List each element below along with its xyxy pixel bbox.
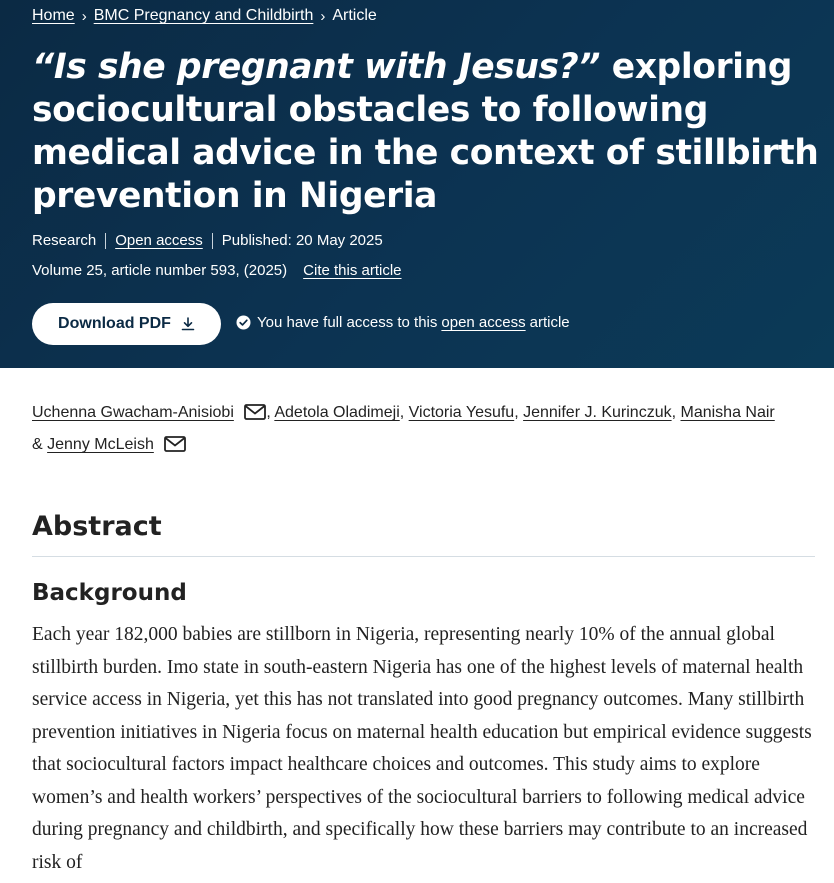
author-link[interactable]: Victoria Yesufu	[408, 404, 515, 421]
meta-divider	[212, 233, 213, 249]
article-header	[0, 0, 834, 368]
published-date: Published: 20 May 2025	[221, 232, 383, 249]
open-access-link[interactable]: Open access	[115, 232, 203, 249]
breadcrumb-separator: ›	[81, 7, 87, 25]
access-text-suffix: article	[529, 314, 570, 331]
breadcrumb-home-link[interactable]: Home	[32, 7, 75, 24]
author-list: Uchenna Gwacham-Anisiobi , Adetola Oladimeji, Victoria Yesufu, Jennifer J. Kurinczuk, Manisha Nair & Jenny McLeish	[32, 404, 775, 453]
author-link[interactable]: Jennifer J. Kurinczuk	[523, 404, 672, 421]
access-text-prefix: You have full access to this	[257, 314, 438, 331]
cite-article-link[interactable]: Cite this article	[303, 262, 402, 279]
access-open-access-link[interactable]: open access	[441, 314, 526, 331]
download-pdf-label: Download PDF	[58, 315, 171, 332]
breadcrumb-journal-link[interactable]: BMC Pregnancy and Childbirth	[93, 7, 314, 24]
article-type: Research	[32, 232, 97, 249]
article-meta	[32, 232, 383, 249]
article-title	[32, 46, 822, 218]
article-title-quote: “Is she pregnant with Jesus?”	[32, 47, 601, 87]
check-circle-icon	[236, 315, 251, 330]
download-icon	[181, 317, 195, 331]
section-divider	[32, 556, 815, 557]
abstract-heading: Abstract	[32, 511, 162, 542]
author-link[interactable]: Adetola Oladimeji	[274, 404, 400, 421]
download-pdf-button[interactable]	[32, 303, 221, 345]
access-notice	[236, 314, 570, 331]
background-heading: Background	[32, 580, 187, 606]
volume-info: Volume 25, article number 593, (2025)	[32, 262, 288, 279]
article-citation-info	[32, 262, 402, 279]
envelope-icon[interactable]	[164, 436, 186, 452]
background-paragraph: Each year 182,000 babies are stillborn in Nigeria, representing nearly 10% of the annual global stillbirth burden. Imo state in south-eastern Nigeria has one of the highest levels of maternal health service access in Nigeria, yet this has not translated into good pregnancy outcomes. Many stillbirth prevention initiatives in Nigeria focus on maternal health education but empirical evidence suggests that sociocultural factors impact healthcare choices and outcomes. This study aims to explore women’s and health workers’ perspectives of the sociocultural barriers to following medical advice during pregnancy and childbirth, and specifically how these barriers may contribute to an increased risk of	[32, 624, 812, 873]
author-link[interactable]: Uchenna Gwacham-Anisiobi	[32, 404, 234, 421]
envelope-icon[interactable]	[244, 404, 266, 420]
breadcrumb-current: Article	[332, 7, 377, 24]
article-title-rest: exploring sociocultural obstacles to following medical advice in the context of stillbirth prevention in Nigeria	[32, 47, 819, 216]
author-link[interactable]: Jenny McLeish	[47, 436, 154, 453]
meta-divider	[105, 233, 106, 249]
breadcrumb	[32, 5, 377, 27]
author-link[interactable]: Manisha Nair	[680, 404, 775, 421]
breadcrumb-separator: ›	[320, 7, 326, 25]
